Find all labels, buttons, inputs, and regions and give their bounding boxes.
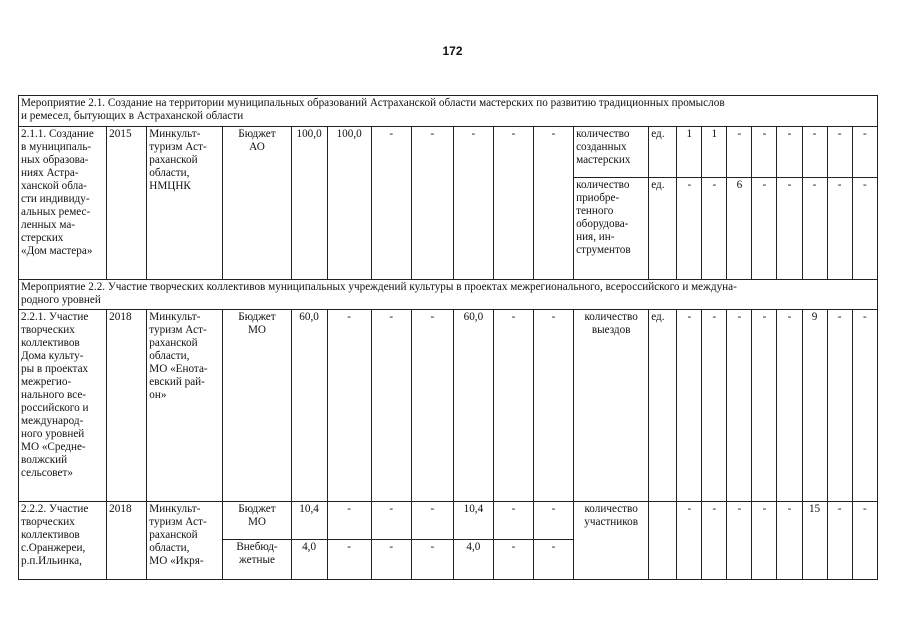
indicator-value: - (702, 178, 727, 280)
page-number: 172 (442, 44, 463, 58)
indicator-name: количество участников (574, 502, 649, 580)
funding-source: Внебюд- жетные (223, 540, 291, 580)
indicator-value: - (852, 127, 877, 178)
funding-value: - (534, 540, 574, 580)
funding-value: - (493, 540, 533, 580)
indicator-value: - (777, 310, 802, 502)
funding-source: Бюджет МО (223, 310, 291, 502)
funding-value: - (371, 540, 411, 580)
indicator-value: 15 (802, 502, 827, 580)
funding-value: 4,0 (453, 540, 493, 580)
funding-value: - (327, 310, 371, 502)
section-header-2-1: Мероприятие 2.1. Создание на территории муниципальных образований Астраханской области мастерских по развитию традиционных промыслов и ремесел, бытующих в Астраханской области (19, 96, 878, 127)
funding-value: - (493, 127, 533, 280)
indicator-unit: ед. (649, 178, 677, 280)
event-name-2-2-2: 2.2.2. Участие творческих коллективов с.Оранжереи, р.п.Ильинка, (19, 502, 107, 580)
funding-value: - (534, 310, 574, 502)
event-name-2-2-1: 2.2.1. Участие творческих коллективов Дома культу- ры в проектах межрегио- нального все- российского и международ- ного уровней МО «Средне- волжский сельсовет» (19, 310, 107, 502)
indicator-value: - (752, 178, 777, 280)
section-header-2-2: Мероприятие 2.2. Участие творческих коллективов муниципальных учреждений культуры в проектах межрегионального, всероссийского и междуна- родного уровней (19, 280, 878, 310)
indicator-value: - (677, 178, 702, 280)
funding-value: - (371, 127, 411, 280)
indicator-unit (649, 502, 677, 580)
program-table (18, 95, 878, 580)
event-executor: Минкульт- туризм Аст- раханской области, МО «Енота- евский рай- он» (147, 310, 223, 502)
funding-value: 60,0 (453, 310, 493, 502)
indicator-value: - (752, 127, 777, 178)
indicator-unit: ед. (649, 310, 677, 502)
funding-source: Бюджет АО (223, 127, 291, 280)
funding-value: 10,4 (453, 502, 493, 540)
indicator-value: 1 (677, 127, 702, 178)
indicator-value: - (777, 178, 802, 280)
indicator-value: - (852, 310, 877, 502)
indicator-value: - (827, 178, 852, 280)
indicator-value: 1 (702, 127, 727, 178)
funding-value: 10,4 (291, 502, 327, 540)
indicator-value: - (802, 178, 827, 280)
funding-value: - (493, 502, 533, 540)
funding-value: 4,0 (291, 540, 327, 580)
indicator-value: - (827, 127, 852, 178)
funding-value: - (411, 540, 453, 580)
indicator-value: - (727, 127, 752, 178)
indicator-name: количество созданных мастерских (574, 127, 649, 178)
indicator-name: количество приобре- тенного оборудова- ния, ин- струментов (574, 178, 649, 280)
event-name-2-1-1: 2.1.1. Создание в муниципаль- ных образова- ниях Астра- ханской обла- сти индивиду- альных ремес- ленных ма- стерских «Дом мастера» (19, 127, 107, 280)
indicator-value: - (777, 127, 802, 178)
funding-value: 60,0 (291, 310, 327, 502)
funding-value: - (453, 127, 493, 280)
funding-value: 100,0 (291, 127, 327, 280)
funding-value: - (534, 502, 574, 540)
event-executor: Минкульт- туризм Аст- раханской области, МО «Икря- (147, 502, 223, 580)
indicator-value: - (852, 178, 877, 280)
funding-value: - (493, 310, 533, 502)
indicator-value: - (727, 310, 752, 502)
indicator-unit: ед. (649, 127, 677, 178)
event-year: 2018 (107, 502, 147, 580)
funding-value: - (371, 502, 411, 540)
indicator-value: - (727, 502, 752, 580)
funding-value: 100,0 (327, 127, 371, 280)
event-year: 2015 (107, 127, 147, 280)
indicator-value: - (827, 310, 852, 502)
indicator-name: количество выездов (574, 310, 649, 502)
indicator-value: - (852, 502, 877, 580)
funding-value: - (327, 540, 371, 580)
funding-value: - (411, 310, 453, 502)
indicator-value: - (702, 502, 727, 580)
funding-value: - (534, 127, 574, 280)
event-year: 2018 (107, 310, 147, 502)
indicator-value: - (752, 502, 777, 580)
funding-value: - (327, 502, 371, 540)
funding-value: - (371, 310, 411, 502)
indicator-value: - (677, 310, 702, 502)
funding-source: Бюджет МО (223, 502, 291, 540)
event-executor: Минкульт- туризм Аст- раханской области, НМЦНК (147, 127, 223, 280)
indicator-value: - (827, 502, 852, 580)
indicator-value: - (677, 502, 702, 580)
indicator-value: 6 (727, 178, 752, 280)
indicator-value: - (802, 127, 827, 178)
funding-value: - (411, 502, 453, 540)
indicator-value: - (702, 310, 727, 502)
indicator-value: - (752, 310, 777, 502)
funding-value: - (411, 127, 453, 280)
indicator-value: - (777, 502, 802, 580)
indicator-value: 9 (802, 310, 827, 502)
